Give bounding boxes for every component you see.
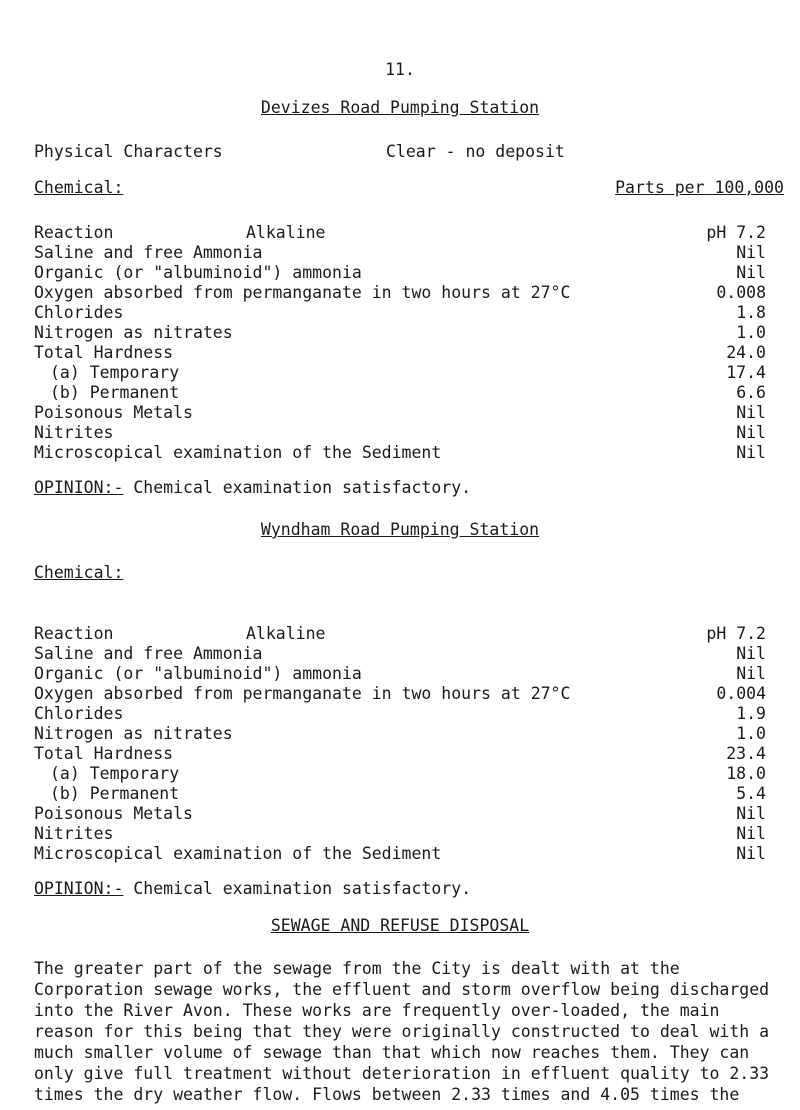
row-label: Microscopical examination of the Sediment	[34, 844, 442, 863]
row-label: Reaction	[34, 624, 114, 643]
row-value: 1.8	[736, 303, 766, 322]
paragraph-line: much smaller volume of sewage than that which now reaches them. They can	[34, 1043, 750, 1062]
row-label: Saline and free Ammonia	[34, 243, 263, 262]
row-label: (a) Temporary	[50, 764, 180, 783]
table-row	[34, 744, 766, 764]
row-label: Chlorides	[34, 704, 124, 723]
table-row	[34, 624, 766, 644]
table-row	[34, 724, 766, 744]
table-row	[34, 363, 766, 383]
table-row	[34, 303, 766, 323]
row-value: 1.9	[736, 704, 766, 723]
row-reaction-value: Alkaline	[246, 624, 326, 643]
row-value: 1.0	[736, 724, 766, 743]
row-value: 0.008	[716, 283, 766, 302]
page-number: 11.	[385, 60, 415, 79]
table-row	[34, 323, 766, 343]
opinion-wyndham	[34, 879, 471, 899]
row-label: Chlorides	[34, 303, 124, 322]
table-row	[34, 383, 766, 403]
row-label: Reaction	[34, 223, 114, 242]
section-title-wyndham: Wyndham Road Pumping Station	[260, 520, 540, 539]
table-row	[34, 704, 766, 724]
row-value: Nil	[736, 664, 766, 683]
row-label: Organic (or "albuminoid") ammonia	[34, 263, 362, 282]
table-row	[34, 784, 766, 804]
row-reaction-value: Alkaline	[246, 223, 326, 242]
row-value: pH 7.2	[706, 223, 766, 242]
row-value: Nil	[736, 263, 766, 282]
table-row	[34, 263, 766, 283]
row-label: Oxygen absorbed from permanganate in two hours at 27°C	[34, 283, 571, 302]
table-row	[34, 644, 766, 664]
row-label: Oxygen absorbed from permanganate in two hours at 27°C	[34, 684, 571, 703]
table-row	[34, 764, 766, 784]
table-row	[34, 423, 766, 443]
section-title-devizes: Devizes Road Pumping Station	[260, 98, 540, 117]
table-row	[34, 664, 766, 684]
row-label: Poisonous Metals	[34, 403, 193, 422]
row-value: 18.0	[726, 764, 766, 783]
row-label: Saline and free Ammonia	[34, 644, 263, 663]
opinion-devizes	[34, 478, 471, 498]
table-row	[34, 283, 766, 303]
row-value: Nil	[736, 423, 766, 442]
opinion-text-2: Chemical examination satisfactory.	[133, 879, 472, 898]
physical-characters-label: Physical Characters	[34, 142, 223, 161]
opinion-label-2: OPINION:-	[34, 879, 124, 898]
row-label: Total Hardness	[34, 343, 174, 362]
table-row	[34, 243, 766, 263]
row-value: 17.4	[726, 363, 766, 382]
row-label: (a) Temporary	[50, 363, 180, 382]
row-label: Nitrogen as nitrates	[34, 323, 233, 342]
table-row	[34, 684, 766, 704]
table-row	[34, 824, 766, 844]
row-value: pH 7.2	[706, 624, 766, 643]
sewage-paragraph	[34, 958, 774, 1105]
paragraph-line: The greater part of the sewage from the City is dealt with at the	[34, 959, 680, 978]
row-value: Nil	[736, 844, 766, 863]
table-row	[34, 223, 766, 243]
units-header: Parts per 100,000	[615, 178, 784, 197]
paragraph-line: only give full treatment without deterioration in effluent quality to 2.33	[34, 1064, 770, 1083]
row-value: Nil	[736, 804, 766, 823]
row-label: Nitrites	[34, 824, 114, 843]
row-value: 0.004	[716, 684, 766, 703]
row-value: Nil	[736, 403, 766, 422]
table-row	[34, 443, 766, 463]
paragraph-line: reason for this being that they were originally constructed to deal with a	[34, 1022, 770, 1041]
table-row	[34, 343, 766, 363]
table-row	[34, 403, 766, 423]
table-row	[34, 844, 766, 864]
row-label: Organic (or "albuminoid") ammonia	[34, 664, 362, 683]
row-value: 24.0	[726, 343, 766, 362]
opinion-text: Chemical examination satisfactory.	[133, 478, 472, 497]
row-value: 23.4	[726, 744, 766, 763]
row-value: 6.6	[736, 383, 766, 402]
physical-characters-value: Clear - no deposit	[386, 142, 565, 161]
row-label: Total Hardness	[34, 744, 174, 763]
opinion-label: OPINION:-	[34, 478, 124, 497]
row-value: 1.0	[736, 323, 766, 342]
paragraph-line: Corporation sewage works, the effluent and storm overflow being discharged	[34, 980, 770, 999]
row-value: Nil	[736, 443, 766, 462]
paragraph-line: into the River Avon. These works are frequently over-loaded, the main	[34, 1001, 720, 1020]
row-value: Nil	[736, 644, 766, 663]
chemical-heading-2: Chemical:	[34, 563, 124, 582]
row-label: Nitrites	[34, 423, 114, 442]
chemical-heading: Chemical:	[34, 178, 124, 197]
row-value: Nil	[736, 243, 766, 262]
section-title-sewage: SEWAGE AND REFUSE DISPOSAL	[270, 916, 530, 935]
row-value: 5.4	[736, 784, 766, 803]
paragraph-line: times the dry weather flow. Flows between 2.33 times and 4.05 times the	[34, 1085, 740, 1104]
row-label: Nitrogen as nitrates	[34, 724, 233, 743]
row-label: Poisonous Metals	[34, 804, 193, 823]
table-row	[34, 804, 766, 824]
row-value: Nil	[736, 824, 766, 843]
row-label: (b) Permanent	[50, 383, 180, 402]
row-label: (b) Permanent	[50, 784, 180, 803]
row-label: Microscopical examination of the Sediment	[34, 443, 442, 462]
